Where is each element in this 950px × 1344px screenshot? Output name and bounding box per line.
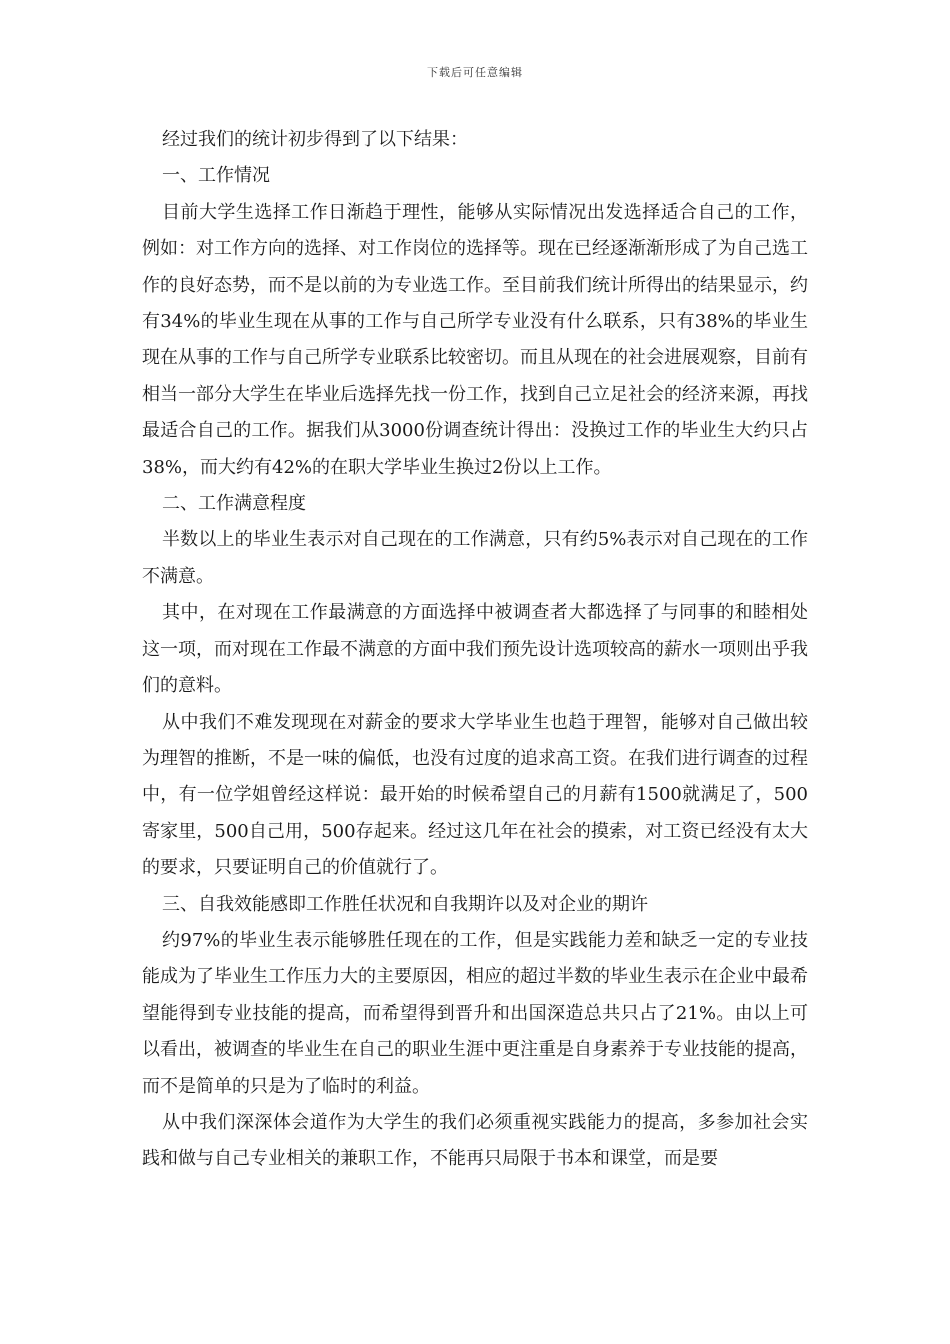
salary-paragraph: 从中我们不难发现现在对薪金的要求大学毕业生也趋于理智，能够对自己做出较为理智的推断，不是一味的偏低，也没有过度的追求高工资。在我们进行调查的过程中，有一位学姐曾经这样说：最开始的时候希望自己的月薪有1500就满足了，500寄家里，500自己用，500存起来。经过这几年在社会的摸索，对工资已经没有太大的要求，只要证明自己的价值就行了。 [142, 711, 808, 879]
intro-paragraph: 经过我们的统计初步得到了以下结果： [162, 129, 468, 150]
document-body [142, 122, 808, 1178]
work-situation-paragraph: 目前大学生选择工作日渐趋于理性，能够从实际情况出发选择适合自己的工作，例如：对工作方向的选择、对工作岗位的选择等。现在已经逐渐渐形成了为自己选工作的良好态势，而不是以前的为专业选工作。至目前我们统计所得出的结果显示，约有34%的毕业生现在从事的工作与自己所学专业没有什么联系，只有38%的毕业生现在从事的工作与自己所学专业联系比较密切。而且从现在的社会进展观察，目前有相当一部分大学生在毕业后选择先找一份工作，找到自己立足社会的经济来源，再找最适合自己的工作。据我们从3000份调查统计得出：没换过工作的毕业生大约只占38%，而大约有42%的在职大学毕业生换过2份以上工作。 [142, 201, 808, 478]
self-efficacy-paragraph: 约97%的毕业生表示能够胜任现在的工作，但是实践能力差和缺乏一定的专业技能成为了毕业生工作压力大的主要原因，相应的超过半数的毕业生表示在企业中最希望能得到专业技能的提高，而希望得到晋升和出国深造总共只占了21%。由以上可以看出，被调查的毕业生在自己的职业生涯中更注重是自身素养于专业技能的提高，而不是简单的只是为了临时的利益。 [142, 929, 808, 1097]
section-heading-work-situation: 一、工作情况 [162, 165, 270, 187]
conclusion-paragraph: 从中我们深深体会道作为大学生的我们必须重视实践能力的提高，多参加社会实践和做与自己专业相关的兼职工作，不能再只局限于书本和课堂，而是要 [142, 1111, 808, 1170]
section-heading-self-efficacy: 三、自我效能感即工作胜任状况和自我期许以及对企业的期许 [162, 893, 648, 915]
section-heading-satisfaction: 二、工作满意程度 [162, 493, 306, 515]
page-header: 下载后可任意编辑 [427, 66, 523, 79]
satisfaction-detail-paragraph: 其中，在对现在工作最满意的方面选择中被调查者大都选择了与同事的和睦相处这一项，而对现在工作最不满意的方面中我们预先设计选项较高的薪水一项则出乎我们的意料。 [142, 602, 808, 697]
satisfaction-paragraph: 半数以上的毕业生表示对自己现在的工作满意，只有约5%表示对自己现在的工作不满意。 [142, 529, 808, 587]
